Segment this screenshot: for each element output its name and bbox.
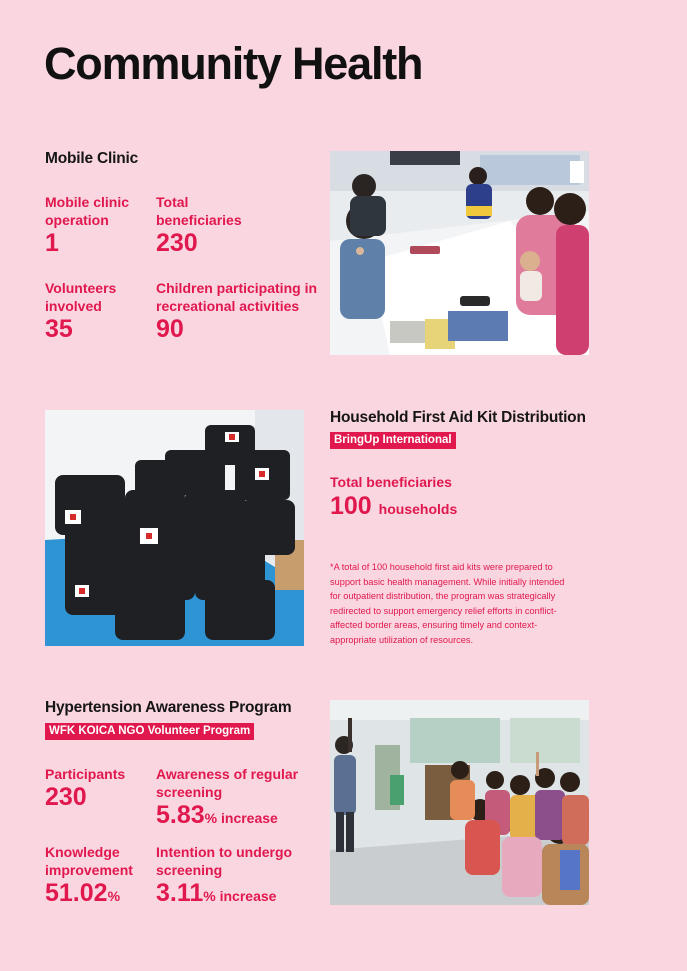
stat-unit: % increase — [204, 810, 278, 826]
first-aid-kits-photo — [45, 410, 304, 646]
hypertension-heading: Hypertension Awareness Program — [45, 699, 292, 716]
note-line: affected border areas, ensuring timely and context- — [330, 620, 538, 631]
note-line: redirected to support emergency relief efforts in conflict- — [330, 605, 557, 616]
mobile-clinic-photo — [330, 151, 589, 355]
stat-total-beneficiaries — [156, 193, 242, 257]
note-line: support basic health management. While initially intended — [330, 576, 565, 587]
stat-value: 230 — [45, 783, 87, 811]
stat-unit: % — [107, 888, 121, 904]
stat-intention — [156, 843, 292, 910]
stat-label: Mobile clinic — [45, 194, 130, 210]
stat-value — [330, 492, 457, 523]
stat-number: 51.02 — [45, 879, 108, 907]
stat-label: Awareness of regular — [156, 766, 299, 782]
note-line: appropriate utilization of resources. — [330, 634, 473, 645]
stat-value: 230 — [156, 229, 198, 257]
stat-number: 5.83 — [156, 801, 205, 829]
page-title: Community Health — [44, 38, 423, 89]
stat-participants — [45, 765, 125, 811]
stat-volunteers — [45, 279, 116, 343]
stat-label: beneficiaries — [156, 212, 242, 228]
stat-value — [156, 879, 292, 910]
stat-label: screening — [156, 862, 223, 878]
stat-label: operation — [45, 212, 109, 228]
note-line: *A total of 100 household first aid kits were prepared to — [330, 562, 553, 572]
mobile-clinic-heading: Mobile Clinic — [45, 150, 138, 167]
partner-tag: BringUp International — [330, 432, 456, 449]
stat-mobile-clinic-operation — [45, 193, 129, 257]
stat-knowledge — [45, 843, 133, 910]
first-aid-heading: Household First Aid Kit Distribution — [330, 409, 586, 426]
hypertension-session-photo — [330, 700, 589, 905]
stat-unit: % increase — [203, 888, 277, 904]
stat-value: 35 — [45, 315, 73, 343]
stat-label: Intention to undergo — [156, 844, 293, 860]
stat-label: Children participating in — [156, 280, 318, 296]
stat-number: 3.11 — [156, 879, 204, 907]
stat-value — [45, 879, 133, 910]
stat-label: recreational activities — [156, 298, 300, 314]
stat-value — [156, 801, 298, 832]
stat-value: 1 — [45, 229, 59, 257]
stat-label: Volunteers — [45, 280, 117, 296]
stat-label: involved — [45, 298, 102, 314]
stat-value: 90 — [156, 315, 184, 343]
stat-number: 100 — [330, 492, 372, 520]
stat-label: Total — [156, 194, 189, 210]
stat-label: screening — [156, 784, 223, 800]
stat-label: Participants — [45, 766, 126, 782]
first-aid-note — [330, 560, 592, 648]
stat-label: Knowledge — [45, 844, 120, 860]
stat-label: improvement — [45, 862, 133, 878]
stat-children — [156, 279, 317, 343]
stat-unit: households — [378, 501, 458, 517]
stat-awareness — [156, 765, 298, 832]
program-tag: WFK KOICA NGO Volunteer Program — [45, 723, 254, 740]
stat-label: Total beneficiaries — [330, 474, 452, 490]
note-line: for outpatient distribution, the program was strategically — [330, 591, 556, 602]
